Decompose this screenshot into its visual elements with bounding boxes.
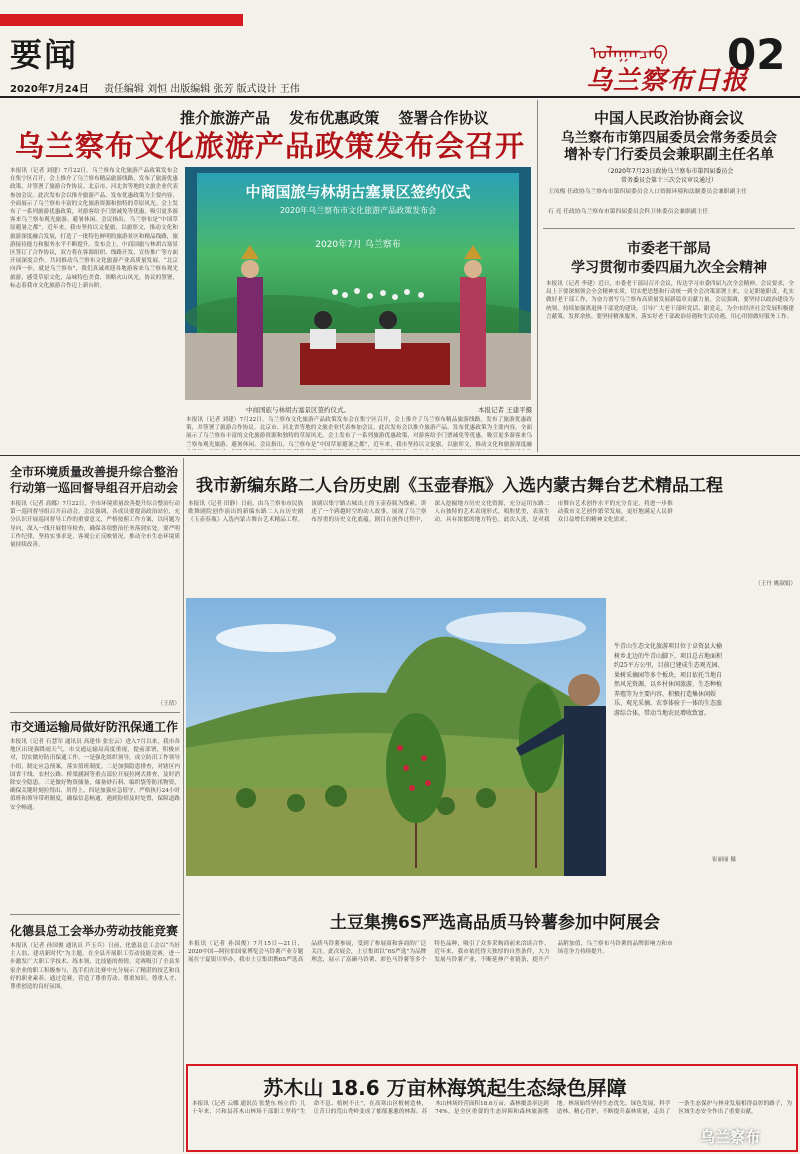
editor-credits: 责任编辑 刘恒 出版编辑 张芳 版式设计 王伟 xyxy=(103,84,300,95)
potato-headline: 土豆集携6S严选高品质马铃薯参加中阿展会 xyxy=(329,913,661,933)
env-headline: 全市环境质量改善提升综合整治行动第一巡回督导组召开启动会 xyxy=(10,465,179,495)
right-divider xyxy=(543,228,795,229)
orchard-caption: 牛青山生态文化旅游项目位于卓资县大榆树乡北边的牛青山脚下，项目总占地面积约25平方公里，目前已建成生态观光园、果树采摘园等多个板块，项目依托当地自然风光资源，以乡村休闲旅游、生态种植养殖等为主要内容，积极打造集休闲娱乐、观光采摘、农事体验于一体的生态旅游综合体，带动当地农民增收致富。 xyxy=(614,643,724,717)
lead-photo-caption: 中商国旅与林胡古塞景区签约仪式。 xyxy=(246,406,350,414)
lead-photo-image xyxy=(185,167,531,400)
lead-body-bottom: 本报讯（记者 刘建）7月22日，乌兰察布文化旅游产品政策发布会在集宁区召开，会上推介了乌兰察布精品旅游线路，发布了旅游优惠政策，并签署了旅游合作协议。北京市、河北省等地的文旅企业代表参加会议。此次发布会以推介旅游产品、发布优惠政策为主要内容，全面展示了乌兰察布丰富的文化旅游资源和独特的草原风光。会上发布了一系列旅游优惠政策，对游客给予门票减免等优惠，吸引更多游客来乌兰察布观光旅游、避暑休闲。会议指出，乌兰察布是“中国草原避暑之都”，近年来，我市坚持以文促旅、以旅彰文，推动文化和旅游深度融 xyxy=(186,417,532,448)
column-rule xyxy=(537,100,538,452)
cppcc-note1: （2020年7月23日政协乌兰察布市第四届委员会 xyxy=(604,168,734,175)
banner-subtitle: 2020年乌兰察布市文化旅游产品政策发布会 xyxy=(279,206,437,215)
env-body: 本报讯（记者 高娜）7月22日，全市环境质量改善提升综合整治行动第一巡回督导组召开启动会。会议强调，各成员要提高政治站位，充分认识开展巡回督导工作的重要意义，严格按照工作方案，以问题为导向，深入一线开展督导检查，确保各项整治任务落到实处。要严明工作纪律，坚持实事求是，客观公正反映情况，推动全市生态环境质量持续改善。 xyxy=(10,501,180,549)
issue-date: 2020年7月24日 xyxy=(10,84,89,95)
banner-title: 中商国旅与林胡古塞景区签约仪式 xyxy=(245,183,471,201)
cppcc-line2: 乌兰察布市第四届委员会常务委员会 xyxy=(561,130,777,146)
masthead-red-bar xyxy=(0,14,243,26)
env-credit: （王倩） xyxy=(157,701,180,707)
banner-date: 2020年7月 乌兰察布 xyxy=(315,240,401,250)
forest-body: 本报讯（记者 云娜 通讯员 张楚东 杨立君）几十年来，兴和县苏木山林场干部职工坚持“生命不息、植树不止”，在高寒山区植树造林，让昔日的荒山秃岭变成了郁郁葱葱的林海。苏木山林场经营面积18.6万亩，森林覆盖率达到74%，是全区重要的生态屏障和森林旅游胜地。林场始终坚持生态优先、绿色发展，科学造林、精心管护，不断提升森林质量，走出了一条生态保护与林业发展相得益彰的路子，为区域生态安全作出了重要贡献。 xyxy=(192,1101,792,1116)
labor-body: 本报讯（记者 孙国俊 通讯员 芦玉兵）日前，化德县总工会以“当好主人翁、建功新时代”为主题，在全县开展职工劳动技能竞赛，进一步激发广大职工学技术、练本领、比技能的热情。竞赛吸引了全县多家企业的职工积极参与，选手们在比赛中充分展示了精湛的技艺和良好的职业素养。通过竞赛，营造了尊重劳动、尊重知识、尊重人才、尊重创造的良好氛围。 xyxy=(10,943,180,991)
paper-logo: 乌兰察布日报 xyxy=(586,66,749,96)
watermark-logo: 乌兰察布 xyxy=(700,1128,761,1146)
left-column-rule xyxy=(183,458,184,1152)
cppcc-note2: 常务委员会第十三次会议审议通过） xyxy=(620,177,717,184)
cadre-headline1: 市委老干部局 xyxy=(627,241,711,257)
cppcc-line1: 中国人民政治协商会议 xyxy=(593,109,744,127)
lead-body-left: 本报讯（记者 刘建）7月22日，乌兰察布文化旅游产品政策发布会在集宁区召开，会上推介了乌兰察布精品旅游线路，发布了旅游优惠政策，并签署了旅游合作协议。北京市、河北省等地的文旅企业代表参加会议。此次发布会以推介旅游产品、发布优惠政策为主要内容，全面展示了乌兰察布丰富的文化旅游资源和独特的草原风光。会上发布了一系列旅游优惠政策，对游客给予门票减免等优惠，吸引更多游客来乌兰察布观光旅游、避暑休闲。会议指出，乌兰察布是“中国草原避暑之都”，近年来，我市坚持以文促旅、以旅彰文，推动文化和旅游深度融合发展，打造了一批特色鲜明的旅游景区和精品线路，旅游接待能力和服务水平不断提升。发布会上，中商国旅与林胡古塞景区签订了合作协议，双方将在客源组织、线路开发、宣传推广等方面开展深度合作，共同推动乌兰察布文化旅游产业高质量发展。“北京向西一步，就是乌兰察布”，我们真诚欢迎各地游客来乌兰察布观光旅游，感受草原文化，品味特色美食，领略火山风光。协议的签署，标志着我市文化旅游合作迈上新台阶。 xyxy=(10,168,178,289)
cppcc-entry1: 王凤梅 任政协乌兰察布市第四届委员会人口资源环境和法制委员会兼职副主任 xyxy=(548,189,747,195)
lead-photo-credit: 本报记者 王建平摄 xyxy=(478,406,533,414)
paper-mongolian-name: ᠤᠯᠠᠭᠠᠨᠴᠠᠪ xyxy=(590,43,668,64)
cppcc-line3: 增补专门行委员会兼职副主任名单 xyxy=(564,147,774,163)
cppcc-entry2: 石 亮 任政协乌兰察布市第四届委员会科卫体委员会兼职副主任 xyxy=(548,209,709,215)
page-number: 02 xyxy=(727,30,786,79)
forest-headline: 苏木山 18.6 万亩林海筑起生态绿色屏障 xyxy=(263,1076,627,1100)
traffic-body: 本报讯（记者 石慧军 通讯员 高建伟 张宏云）进入7月以来，我市各地区出现强降雨天气，市交通运输局高度重视，提前部署，积极应对，切实做好防汛保通工作。一是强化组织领导，成立防汛工作领导小组，制定应急预案，落实值班制度。二是加强隐患排查，对辖区内国省干线、农村公路、桥梁涵洞等重点部位开展拉网式排查，及时消除安全隐患。三是做好物资储备，储备砂石料、编织袋等防汛物资，确保关键时刻拉得出、用得上。四是加强应急值守，严格执行24小时值班和领导带班制度，确保信息畅通，遇到险情及时处置，保障道路安全畅通。 xyxy=(10,739,180,811)
potato-body: 本报讯（记者 孙国俊）7月15日—21日，2020中国—阿拉伯国家博览会马铃薯产业专题展在宁夏银川举办，我市土豆集团携6S严选高品质马铃薯参展，受到了参展商和客商的广泛关注。此次展会，土豆集团以“6S严选”为品牌理念，展示了富硒马铃薯、彩色马铃薯等多个特色品种，吸引了众多采购商前来洽谈合作。近年来，我市依托得天独厚的自然条件，大力发展马铃薯产业，不断延伸产业链条，提升产品附加值，乌兰察布马铃薯的品牌影响力和市场竞争力持续提升。 xyxy=(188,941,673,964)
orchard-photo-image xyxy=(186,598,606,876)
lead-photo xyxy=(185,167,531,400)
lead-headline: 乌兰察布文化旅游产品政策发布会召开 xyxy=(14,129,525,163)
left-divider-2 xyxy=(10,914,180,915)
cadre-body: 本报讯（记者 李建）近日，市委老干部局召开会议，传达学习市委四届九次全会精神。会议要求，全局上下要深刻领会全会精神实质，切实把思想和行动统一到全会决策部署上来，立足职能职责，扎实做好老干部工作，为奋力谱写乌兰察布高质量发展新篇章贡献力量。会议强调，要坚持以政治建设为统领，持续加强离退休干部党的建设，引导广大老干部听党话、跟党走，为全市经济社会发展积极建言献策、发挥余热。要坚持精准服务，落实好老干部政治待遇和生活待遇，用心用情做好服务工作。 xyxy=(546,281,794,320)
lead-kicker: 推介旅游产品 发布优惠政策 签署合作协议 xyxy=(180,109,489,127)
left-divider-1 xyxy=(10,712,180,713)
orchard-credit: 崔丽丽 摄 xyxy=(711,857,736,863)
section-title: 要闻 xyxy=(10,36,79,74)
drama-headline: 我市新编东路二人台历史剧《玉壶春瓶》入选内蒙古舞台艺术精品工程 xyxy=(196,476,723,496)
traffic-headline: 市交通运输局做好防汛保通工作 xyxy=(10,720,179,734)
masthead-rule xyxy=(0,96,800,98)
drama-credit: （王丹 姚淑娟） xyxy=(755,581,796,587)
orchard-photo xyxy=(186,598,606,876)
cadre-headline2: 学习贯彻市委四届九次全会精神 xyxy=(571,260,767,276)
date-line xyxy=(10,80,300,95)
labor-headline: 化德县总工会举办劳动技能竞赛 xyxy=(10,924,179,938)
drama-body: 本报讯（记者 田静）日前，由乌兰察布市民族歌舞剧院创作演出的新编东路二人台历史剧《玉壶春瓶》入选内蒙古舞台艺术精品工程。该剧以集宁路古城出土的玉壶春瓶为线索，讲述了一个跨越时空的动人故事，展现了乌兰察布厚重的历史文化底蕴。剧目在创作过程中，深入挖掘地方历史文化资源，充分运用东路二人台独特的艺术表现形式，唱腔优美，表演生动，具有浓郁的地方特色。此次入选，是对我市舞台艺术创作水平的充分肯定，将进一步推动我市文艺创作繁荣发展，更好地满足人民群众日益增长的精神文化需求。 xyxy=(188,501,673,524)
section-divider xyxy=(0,455,800,456)
